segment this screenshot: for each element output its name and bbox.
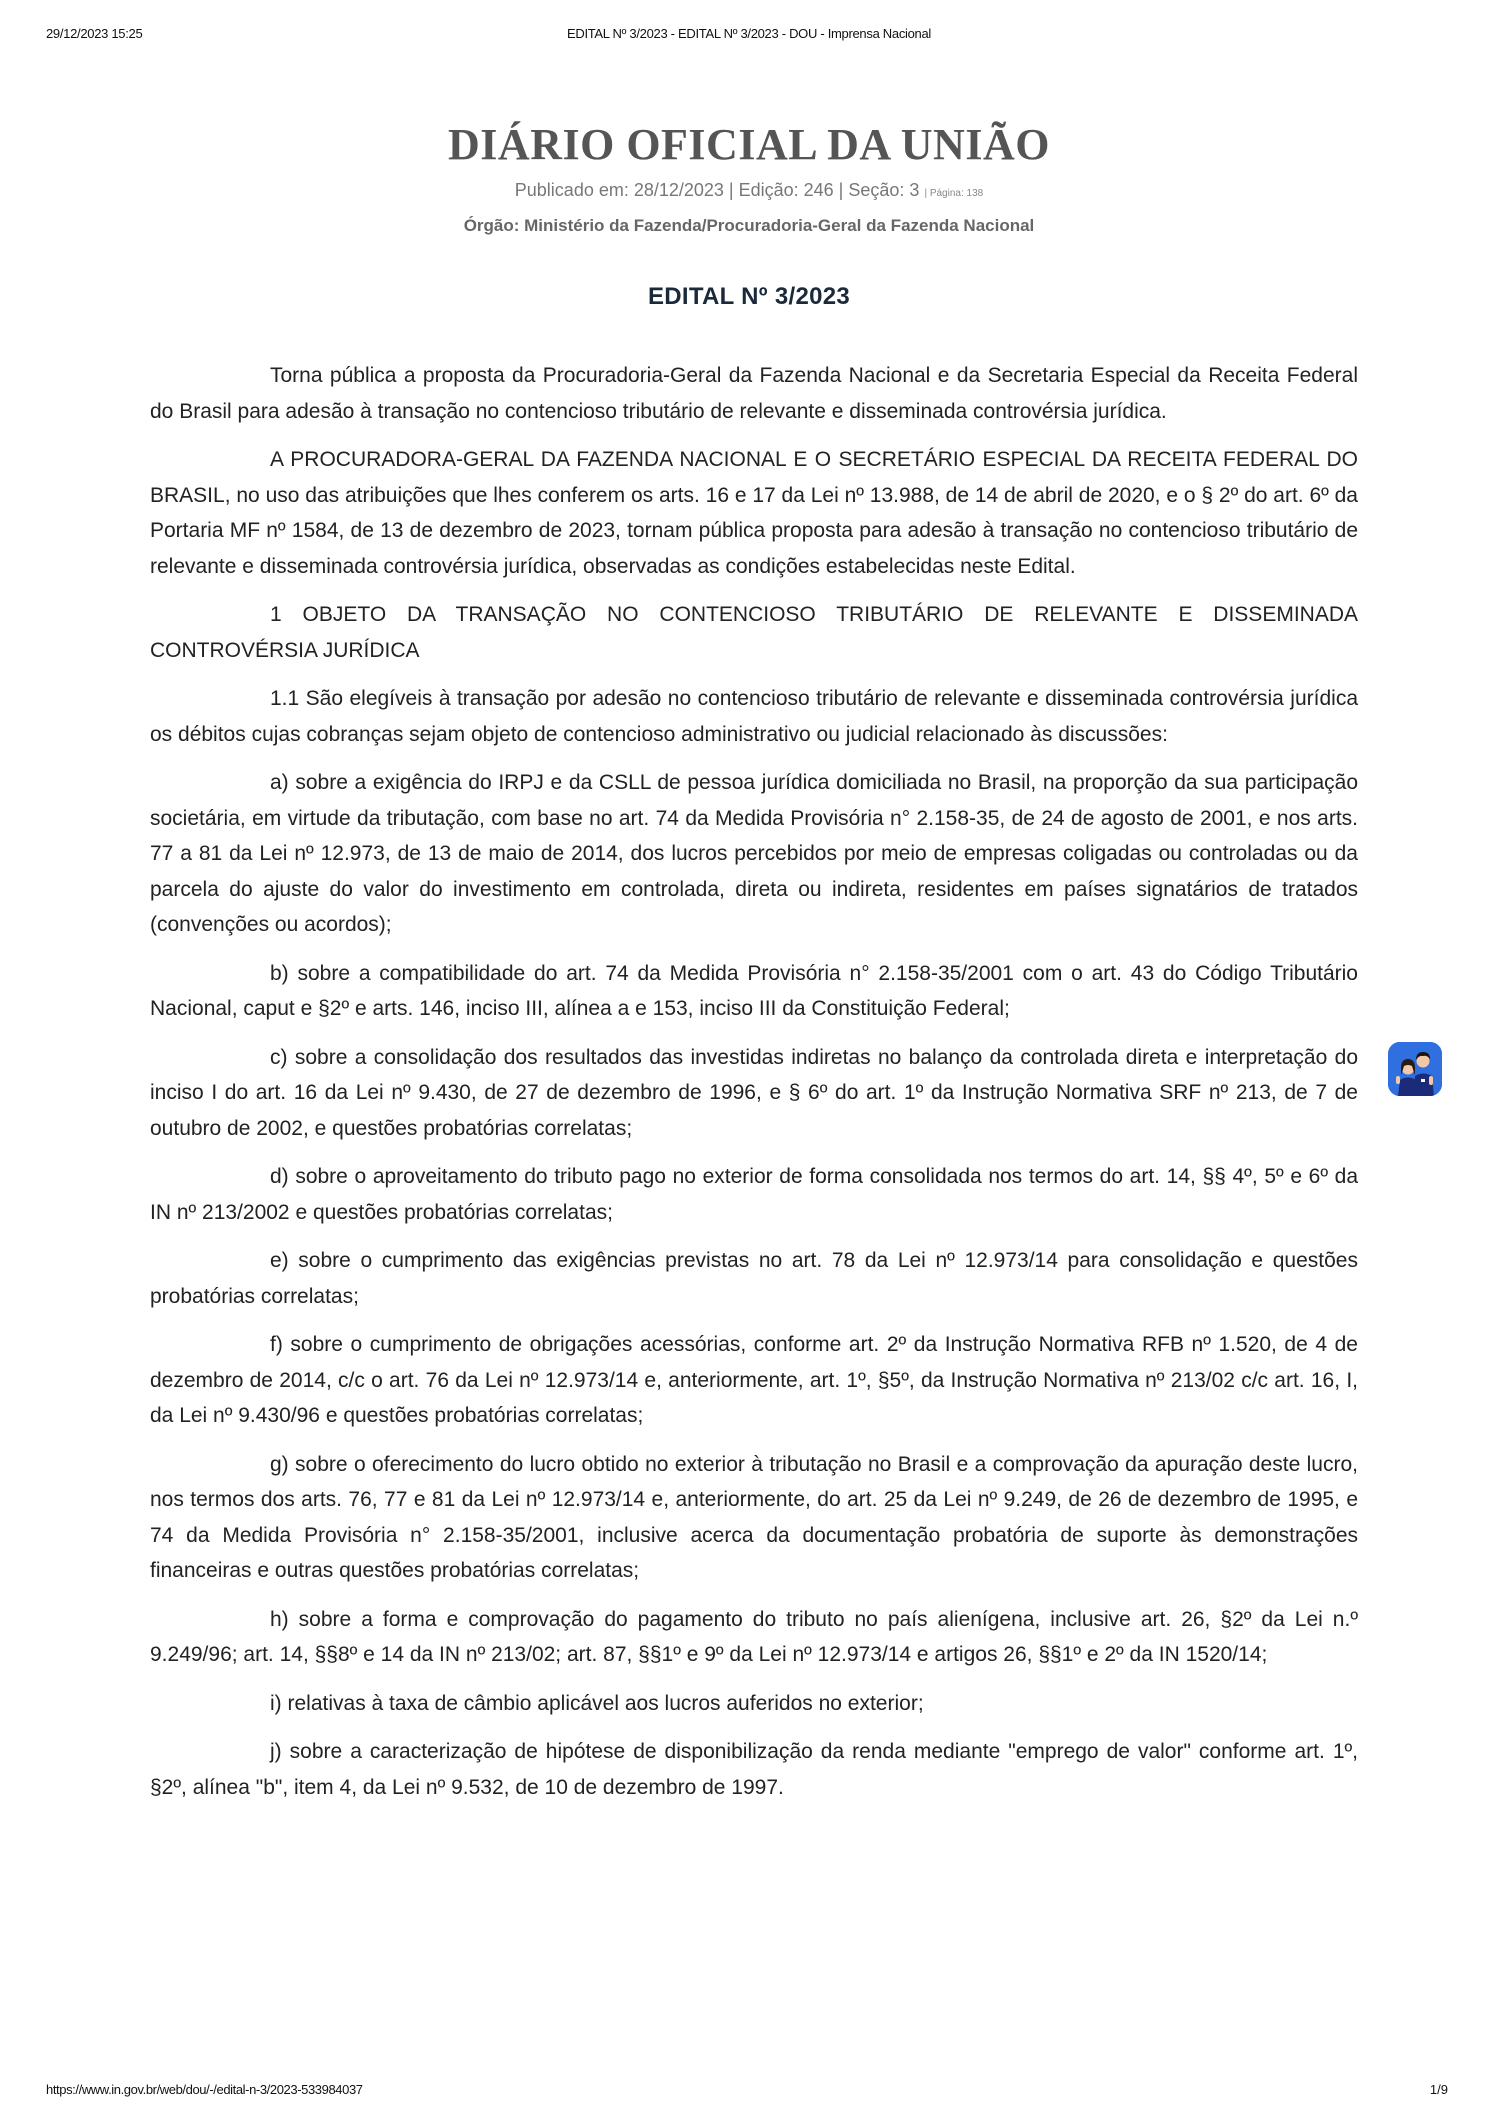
dou-title: DIÁRIO OFICIAL DA UNIÃO	[448, 120, 1050, 169]
item-e: e) sobre o cumprimento das exigências previstas no art. 78 da Lei nº 12.973/14 para consolidação e questões probatórias correlatas;	[150, 1249, 1358, 1308]
item-g: g) sobre o oferecimento do lucro obtido no exterior à tributação no Brasil e a comprovação da apuração deste lucro, nos termos dos arts. 76, 77 e 81 da Lei nº 12.973/14 e, anteriormente, do art. 25 da Lei nº 9.249, de 26 de dezembro de 1995, e 74 da Medida Provisória n° 2.158-35/2001, inclusive acerca da documentação probatória de suporte às demonstrações financeiras e outras questões probatórias correlatas;	[150, 1452, 1358, 1582]
item-h: h) sobre a forma e comprovação do pagamento do tributo no país alienígena, inclusive art. 26, §2º da Lei n.º 9.249/96; art. 14, §§8º e 14 da IN nº 213/02; art. 87, §§1º e 9º da Lei nº 12.973/14 e artigos 26, §§1º e 2º da IN 1520/14;	[150, 1607, 1358, 1666]
publication-info	[0, 178, 1498, 206]
publication-details: Publicado em: 28/12/2023 | Edição: 246 | Seção: 3	[514, 180, 920, 200]
print-page-title: EDITAL Nº 3/2023 - EDITAL Nº 3/2023 - DOU - Imprensa Nacional	[566, 26, 931, 41]
document-body	[150, 358, 1358, 1818]
print-datetime: 29/12/2023 15:25	[46, 26, 143, 41]
page-counter: 1/9	[1429, 2082, 1448, 2097]
item-i: i) relativas à taxa de câmbio aplicável aos lucros auferidos no exterior;	[270, 1691, 924, 1715]
item-f: f) sobre o cumprimento de obrigações acessórias, conforme art. 2º da Instrução Normativa RFB nº 1.520, de 4 de dezembro de 2014, c/c o art. 76 da Lei nº 12.973/14 e, anteriormente, art. 1º, §5º, da Instrução Normativa nº 213/02 c/c art. 16, I, da Lei nº 9.430/96 e questões probatórias correlatas;	[150, 1333, 1358, 1427]
item-j: j) sobre a caracterização de hipótese de disponibilização da renda mediante "emprego de valor" conforme art. 1º, §2º, alínea "b", item 4, da Lei nº 9.532, de 10 de dezembro de 1997.	[150, 1740, 1358, 1799]
item-b: b) sobre a compatibilidade do art. 74 da Medida Provisória n° 2.158-35/2001 com o art. 43 do Código Tributário Nacional, caput e §2º e arts. 146, inciso III, alínea a e 153, inciso III da Constituição Federal;	[150, 961, 1358, 1020]
item-d: d) sobre o aproveitamento do tributo pago no exterior de forma consolidada nos termos do art. 14, §§ 4º, 5º e 6º da IN nº 213/2002 e questões probatórias correlatas;	[150, 1165, 1358, 1224]
paragraph-preamble: A PROCURADORA-GERAL DA FAZENDA NACIONAL E O SECRETÁRIO ESPECIAL DA RECEITA FEDERAL DO BRASIL, no uso das atribuições que lhes conferem os arts. 16 e 17 da Lei nº 13.988, de 14 de abril de 2020, e o § 2º do art. 6º da Portaria MF nº 1584, de 13 de dezembro de 2023, tornam pública proposta para adesão à transação no contencioso tributário de relevante e disseminada controvérsia jurídica, observadas as condições estabelecidas neste Edital.	[150, 448, 1358, 578]
paragraph-1-1: 1.1 São elegíveis à transação por adesão no contencioso tributário de relevante e disseminada controvérsia jurídica os débitos cujas cobranças sejam objeto de contencioso administrativo ou judicial relacionado às discussões:	[150, 687, 1358, 746]
item-a: a) sobre a exigência do IRPJ e da CSLL de pessoa jurídica domiciliada no Brasil, na proporção da sua participação societária, em virtude da tributação, com base no art. 74 da Medida Provisória n° 2.158-35, de 24 de agosto de 2001, e nos arts. 77 a 81 da Lei nº 12.973, de 13 de maio de 2014, dos lucros percebidos por meio de empresas coligadas ou controladas ou da parcela do ajuste do valor do investimento em controlada, direta ou indireta, residentes em países signatários de tratados (convenções ou acordos);	[150, 771, 1358, 936]
section-heading-1: 1 OBJETO DA TRANSAÇÃO NO CONTENCIOSO TRIBUTÁRIO DE RELEVANTE E DISSEMINADA CONTROVÉRSIA JURÍDICA	[150, 603, 1358, 662]
orgao-label: Órgão: Ministério da Fazenda/Procuradoria-Geral da Fazenda Nacional	[463, 216, 1035, 235]
assistant-avatar-icon	[1388, 1042, 1442, 1096]
print-footer	[0, 2082, 1498, 2102]
item-c: c) sobre a consolidação dos resultados das investidas indiretas no balanço da controlada direta e interpretação do inciso I do art. 16 da Lei nº 9.430, de 27 de dezembro de 1996, e § 6º do art. 1º da Instrução Normativa SRF nº 213, de 7 de outubro de 2002, e questões probatórias correlatas;	[150, 1045, 1358, 1140]
print-header	[0, 26, 1498, 46]
assistant-widget-button[interactable]	[1388, 1042, 1442, 1096]
document-title: EDITAL Nº 3/2023	[647, 283, 851, 310]
masthead	[0, 120, 1498, 238]
page-url: https://www.in.gov.br/web/dou/-/edital-n-3/2023-533984037	[46, 2082, 363, 2097]
paragraph-intro: Torna pública a proposta da Procuradoria-Geral da Fazenda Nacional e da Secretaria Especial da Receita Federal do Brasil para adesão à transação no contencioso tributário de relevante e disseminada controvérsia jurídica.	[150, 364, 1358, 423]
page-number-label: | Página: 138	[924, 188, 984, 199]
